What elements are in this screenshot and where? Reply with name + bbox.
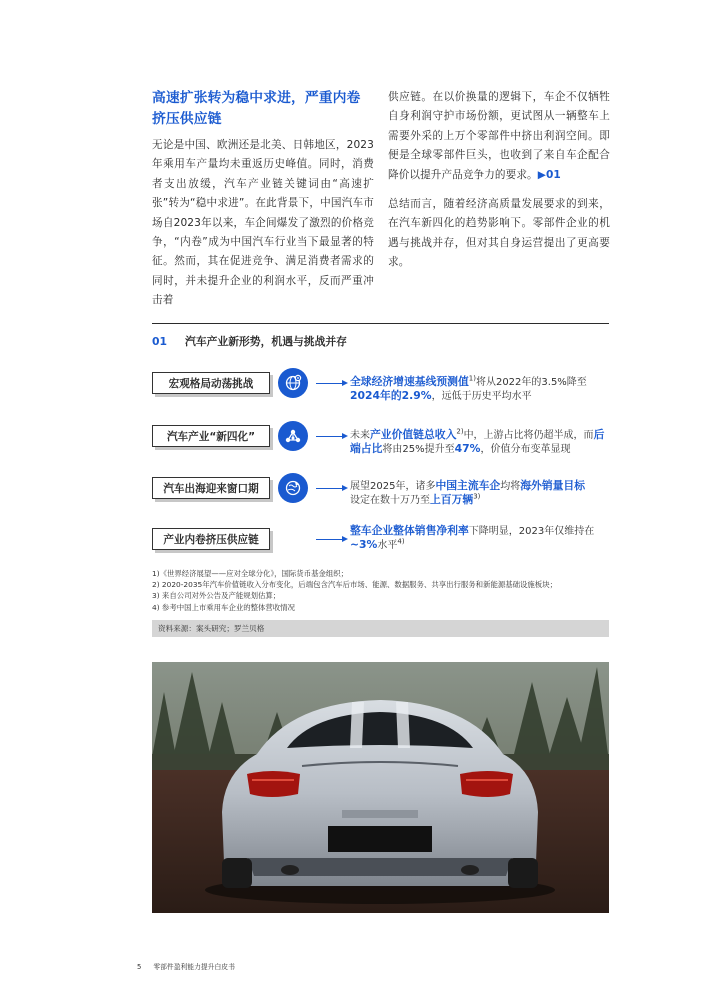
page-footer — [137, 961, 235, 971]
figure-number: 01 — [152, 335, 168, 348]
row-text-macro: 全球经济增速基线预测值$^{1)}$将从2022年的3.5%降至 2024年的2.9%，远低于历史平均水平 — [350, 374, 587, 403]
figure-header — [152, 323, 609, 349]
network-icon — [278, 421, 308, 451]
row-text-supply-chain: 整车企业整体销售净利率下降明显，2023年仅维持在~3%水平$^{4)}$ — [350, 524, 595, 552]
globe-gear-icon — [278, 368, 308, 398]
footnotes — [152, 568, 612, 613]
row-label-overseas: 汽车出海迎来窗口期 — [152, 477, 270, 499]
page-number: 5 — [137, 963, 142, 971]
footnote: 1)《世界经济展望——应对全球分化》，国际货币基金组织； — [152, 569, 349, 578]
row-text-new-four: 未来产业价值链总收入$^{2)}$中，上游占比将仍超半成，而后端占比将由25%提升至47%，价值分布变革显现 — [350, 427, 605, 456]
arrow-connector — [316, 539, 346, 540]
footnote: 2) 2020-2035年汽车价值链收入分布变化，后端包含汽车后市场、能源、数据服务、共享出行服务和新能源基础设施板块； — [152, 580, 557, 590]
body-paragraph: 无论是中国、欧洲还是北美、日韩地区，2023年乘用车产量均未重返历史峰值。同时，消费者支出放缓，汽车产业链关键词由“高速扩张”转为“稳中求进”。在此背景下，中国汽车市场自2023年以来，车企间爆发了激烈的价格竞争，“内卷”成为中国汽车行业当下最显著的特征。然而，其在促进竞争、满足消费者需求的同时，并未提升企业的利润水平，反而严重冲击着 — [152, 139, 374, 307]
car-photo — [152, 662, 609, 913]
row-label-new-four: 汽车产业“新四化” — [152, 425, 270, 447]
body-paragraph-1: 供应链。在以价换量的逻辑下，车企不仅牺牲自身利润守护市场份额，更试图从一辆整车上需要外采的上万个零部件中挤出利润空间。即便是全球零部件巨头，也收到了来自车企配合降价以提升产品竞争力的要求。▶01 — [388, 91, 610, 181]
body-paragraph-2: 总结而言，随着经济高质量发展要求的到来，在汽车新四化的趋势影响下。零部件企业的机遇与挑战并存，但对其自身运营提出了更高要求。 — [388, 198, 610, 269]
arrow-connector — [316, 488, 346, 489]
arrow-connector — [316, 383, 346, 384]
figure-title: 汽车产业新形势，机遇与挑战并存 — [185, 335, 347, 348]
row-text-overseas: 展望2025年，诸多中国主流车企均将海外销量目标 设定在数十万乃至上百万辆$^{3)}$ — [350, 479, 586, 507]
arrow-connector — [316, 436, 346, 437]
source-bar: 资料来源：案头研究；罗兰贝格 — [152, 620, 609, 637]
footnote: 3) 来自公司对外公告及产能规划估算； — [152, 591, 281, 601]
section-heading: 高速扩张转为稳中求进，严重内卷挤压供应链 — [152, 90, 361, 127]
row-label-macro: 宏观格局动荡挑战 — [152, 372, 270, 394]
right-column — [388, 88, 610, 283]
row-label-supply-chain: 产业内卷挤压供应链 — [152, 528, 270, 550]
globe-arrow-icon — [278, 473, 308, 503]
left-column — [152, 88, 374, 321]
document-title: 零部件盈利能力提升白皮书 — [153, 963, 235, 971]
figure-reference-link[interactable]: ▶01 — [537, 168, 561, 181]
footnote: 4) 参考中国上市乘用车企业的整体营收情况 — [152, 602, 295, 612]
